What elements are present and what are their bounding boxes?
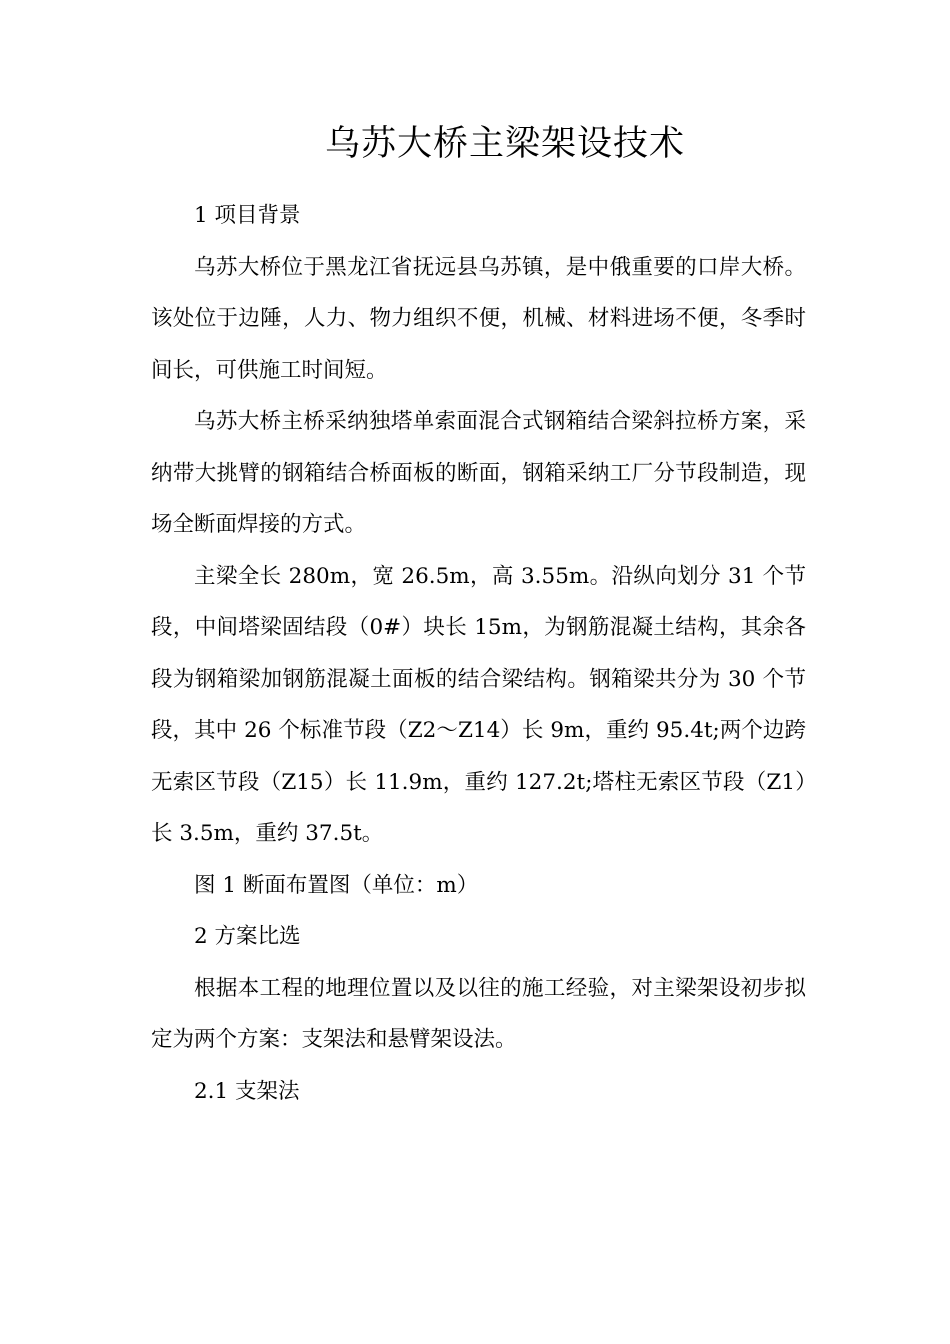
paragraph-girder-specs: 主梁全长 280m，宽 26.5m，高 3.55m。沿纵向划分 31 个节段，中间塔梁固结段（0#）块长 15m，为钢筋混凝土结构，其余各段为钢箱梁加钢筋混凝土面板的结合梁结构。钢箱梁共分为 30 个节段，其中 26 个标准节段（Z2～Z14）长 9m，重约 95.4t;两个边跨无索区节段（Z15）长 11.9m，重约 127.2t;塔柱无索区节段（Z1）长 3.5m，重约 37.5t。 bbox=[151, 563, 806, 846]
section-heading-background: 1 项目背景 bbox=[194, 203, 301, 228]
figure-caption: 图 1 断面布置图（单位：m） bbox=[194, 872, 479, 898]
paragraph-scheme: 乌苏大桥主桥采纳独塔单索面混合式钢箱结合梁斜拉桥方案，采纳带大挑臂的钢箱结合桥面板的断面，钢箱采纳工厂分节段制造，现场全断面焊接的方式。 bbox=[151, 409, 806, 537]
paragraph-location: 乌苏大桥位于黑龙江省抚远县乌苏镇，是中俄重要的口岸大桥。该处位于边陲，人力、物力组织不便，机械、材料进场不便，冬季时间长，可供施工时间短。 bbox=[151, 254, 806, 383]
section-heading-comparison: 2 方案比选 bbox=[194, 924, 301, 949]
paragraph-comparison: 根据本工程的地理位置以及以往的施工经验，对主梁架设初步拟定为两个方案：支架法和悬臂架设法。 bbox=[151, 975, 806, 1052]
section-heading-support-method: 2.1 支架法 bbox=[194, 1078, 300, 1104]
document-title: 乌苏大桥主梁架设技术 bbox=[324, 124, 685, 164]
document-body bbox=[151, 190, 806, 1117]
